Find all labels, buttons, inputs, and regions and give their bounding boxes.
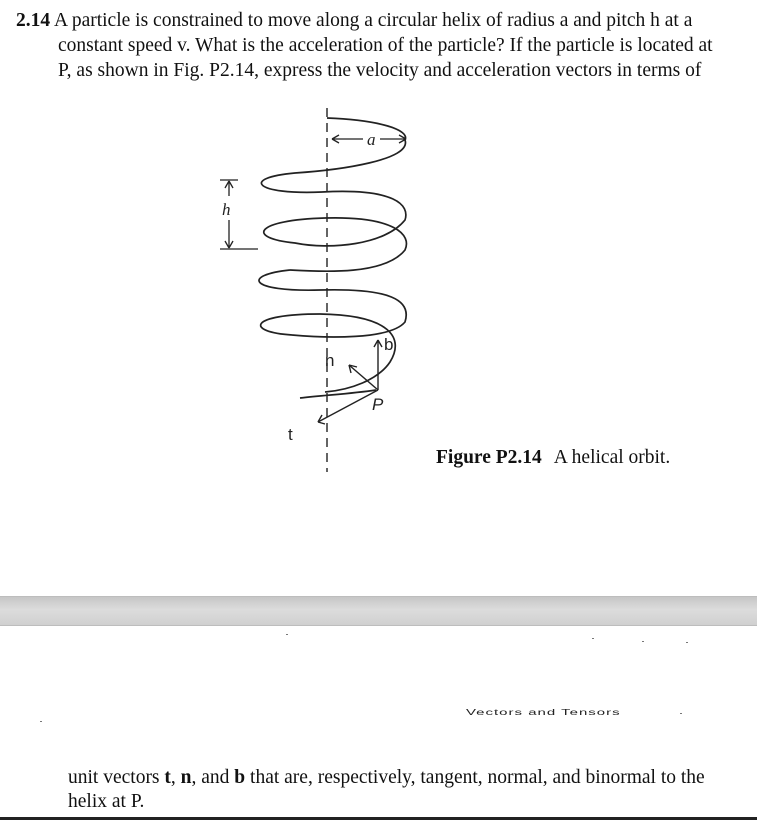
problem-line-2: constant speed v. What is the acceleration of the particle? If the particle is located at xyxy=(58,35,713,56)
normal-vector xyxy=(325,351,378,390)
running-head: Vectors and Tensors xyxy=(466,708,621,718)
page-gutter xyxy=(0,596,757,626)
figure-caption-text: A helical orbit. xyxy=(553,447,671,468)
label-b: b xyxy=(384,335,394,354)
continuation-line-2: helix at P. xyxy=(68,791,145,812)
continuation-sep-1: , xyxy=(170,767,181,788)
continuation-text-b: that are, respectively, tangent, normal, and binormal to the xyxy=(245,767,705,788)
label-P: P xyxy=(372,395,384,414)
unit-vector-b: b xyxy=(234,767,246,788)
figure-caption-label: Figure P2.14 xyxy=(436,447,542,468)
problem-continuation xyxy=(68,766,748,814)
unit-vector-n: n xyxy=(180,767,192,788)
figure-caption xyxy=(436,447,670,469)
label-t: t xyxy=(288,425,293,444)
problem-line-1-text: A particle is constrained to move along a circular helix of radius a and pitch h at a xyxy=(53,10,693,31)
pitch-dimension xyxy=(220,180,258,249)
label-n: n xyxy=(325,351,335,370)
problem-line-1 xyxy=(16,8,746,33)
unit-vector-t: t xyxy=(164,767,171,788)
problem-statement xyxy=(16,8,746,83)
label-h: h xyxy=(222,200,231,219)
continuation-sep-2: , and xyxy=(191,767,235,788)
continuation-text-a: unit vectors xyxy=(68,767,165,788)
label-a: a xyxy=(367,130,376,149)
problem-line-3: P, as shown in Fig. P2.14, express the velocity and acceleration vectors in terms of xyxy=(58,60,702,81)
problem-number: 2.14 xyxy=(16,10,51,31)
page-bottom xyxy=(0,625,757,820)
continuation-line-1 xyxy=(68,766,748,790)
helix-figure xyxy=(200,100,440,480)
radius-dimension xyxy=(332,130,406,149)
